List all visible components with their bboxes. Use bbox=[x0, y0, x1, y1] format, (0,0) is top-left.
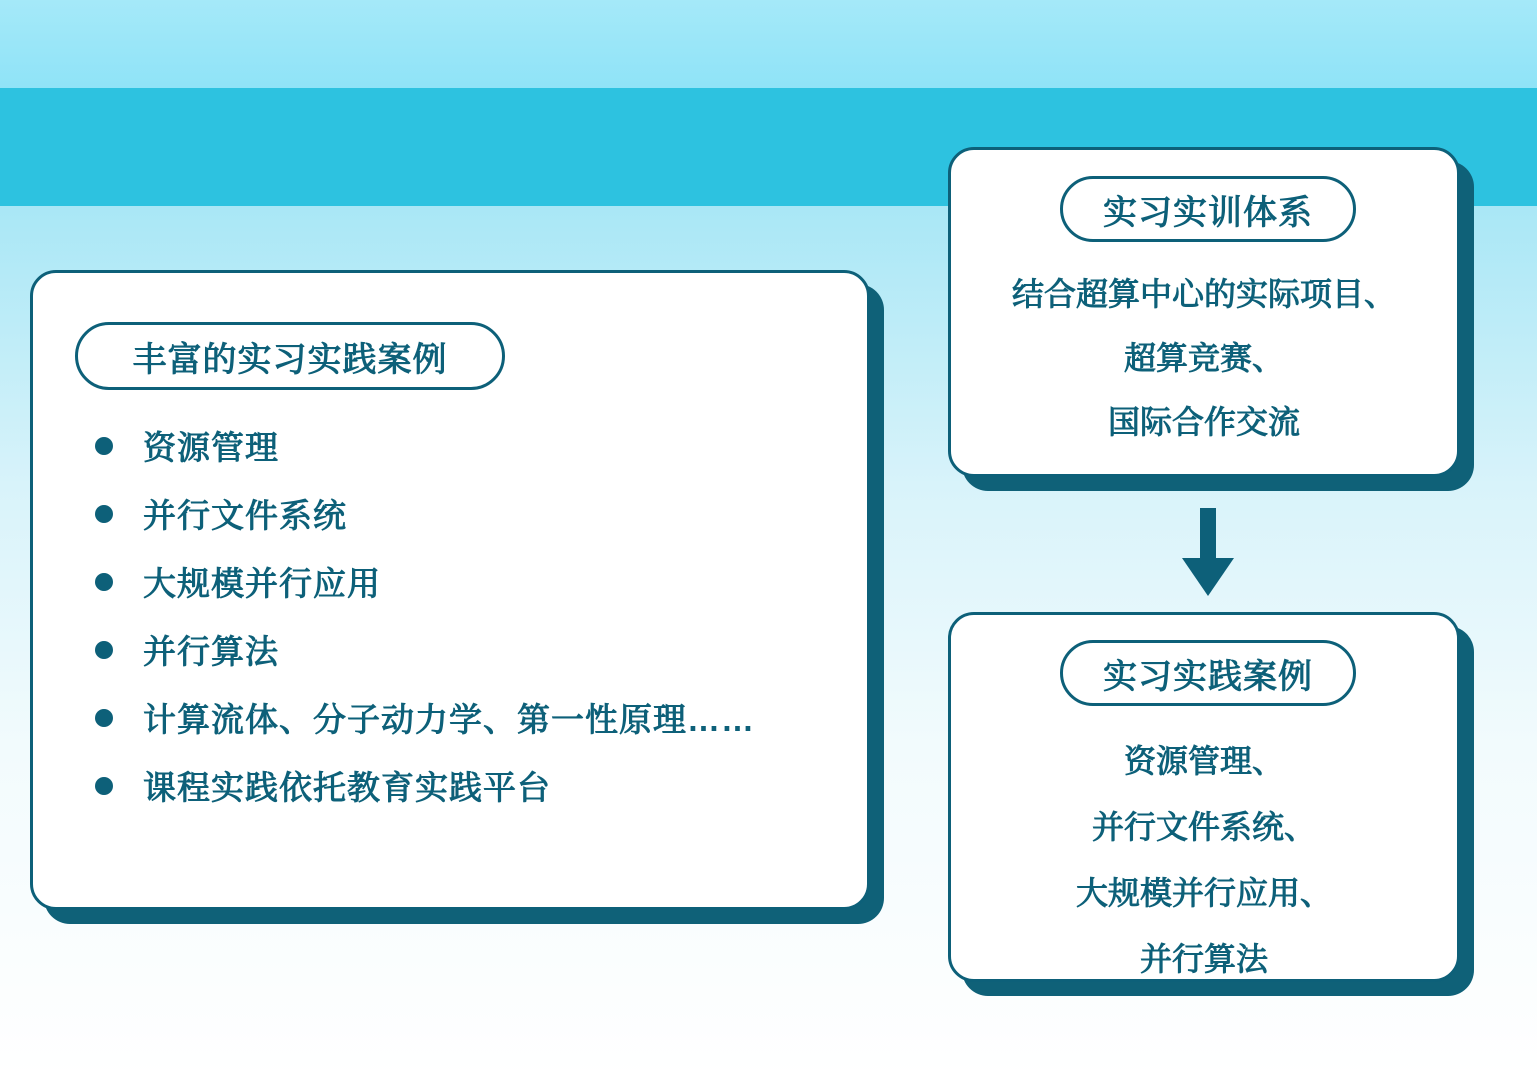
bullet-dot-icon bbox=[95, 505, 113, 523]
list-item bbox=[95, 490, 855, 537]
practice-cases-body bbox=[948, 728, 1460, 992]
list-item-label: 资源管理 bbox=[143, 429, 279, 466]
list-item bbox=[95, 762, 855, 809]
body-line: 超算竞赛、 bbox=[1123, 340, 1284, 376]
bullet-dot-icon bbox=[95, 573, 113, 591]
body-line: 结合超算中心的实际项目、 bbox=[1011, 276, 1396, 312]
body-line: 并行算法 bbox=[1139, 941, 1268, 977]
list-item-label: 计算流体、分子动力学、第一性原理…… bbox=[143, 701, 755, 738]
body-line: 并行文件系统、 bbox=[1091, 809, 1316, 845]
list-item-label: 并行文件系统 bbox=[143, 497, 347, 534]
practice-cases-title: 实习实践案例 bbox=[1060, 640, 1356, 706]
bullet-dot-icon bbox=[95, 437, 113, 455]
body-line: 大规模并行应用、 bbox=[1075, 875, 1332, 911]
list-item-label: 课程实践依托教育实践平台 bbox=[143, 769, 551, 806]
list-item bbox=[95, 422, 855, 469]
internship-cases-title: 丰富的实习实践案例 bbox=[75, 322, 505, 390]
training-system-body bbox=[948, 262, 1460, 454]
internship-cases-list bbox=[95, 422, 855, 830]
list-item bbox=[95, 626, 855, 673]
bullet-dot-icon bbox=[95, 641, 113, 659]
body-line: 国际合作交流 bbox=[1107, 404, 1300, 440]
arrow-down-icon bbox=[1178, 508, 1238, 598]
bullet-dot-icon bbox=[95, 709, 113, 727]
background-top-light-band bbox=[0, 0, 1537, 88]
training-system-title: 实习实训体系 bbox=[1060, 176, 1356, 242]
list-item-label: 并行算法 bbox=[143, 633, 279, 670]
body-line: 资源管理、 bbox=[1123, 743, 1284, 779]
list-item-label: 大规模并行应用 bbox=[143, 565, 381, 602]
list-item bbox=[95, 558, 855, 605]
list-item bbox=[95, 694, 855, 741]
bullet-dot-icon bbox=[95, 777, 113, 795]
